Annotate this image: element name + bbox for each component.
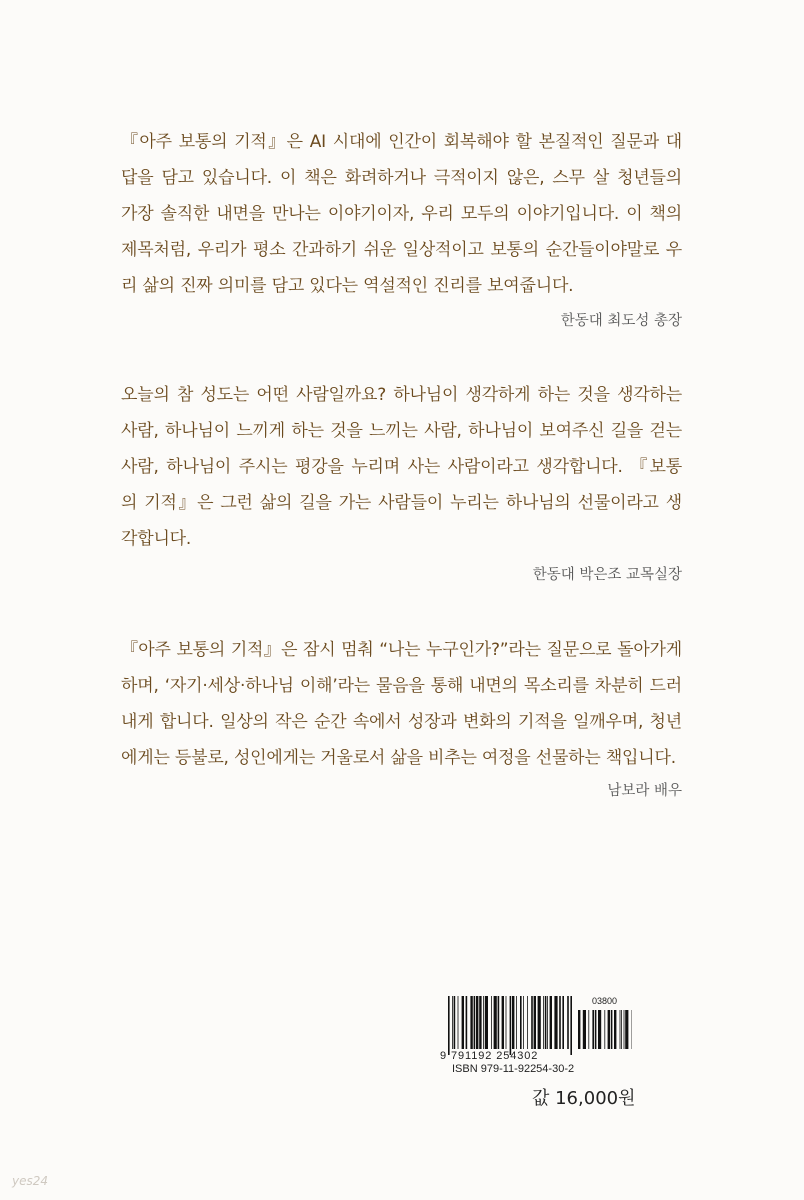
review-2-line: 의 기적』은 그런 삶의 길을 가는 사람들이 누리는 하나님의 선물이라고 생: [121, 493, 682, 513]
barcode-addon-number: 03800: [592, 996, 618, 1006]
review-1-text: [121, 124, 682, 304]
review-3-line: 하며, ‘자기·세상·하나님 이해’라는 물음을 통해 내면의 목소리를 차분히 드러: [121, 676, 682, 696]
price-label: 값 16,000원: [532, 1088, 636, 1109]
isbn-number: ISBN 979-11-92254-30-2: [452, 1063, 575, 1075]
store-watermark: yes24: [12, 1174, 49, 1188]
review-1-line: 제목처럼, 우리가 평소 간과하기 쉬운 일상적이고 보통의 순간들이야말로 우: [121, 240, 682, 260]
review-3-line: 내게 합니다. 일상의 작은 순간 속에서 성장과 변화의 기적을 일깨우며, 청년: [121, 712, 682, 732]
review-1-line: 『아주 보통의 기적』은 AI 시대에 인간이 회복해야 할 본질적인 질문과 대: [121, 132, 682, 152]
review-1-line: 가장 솔직한 내면을 만나는 이야기이자, 우리 모두의 이야기입니다. 이 책의: [121, 204, 682, 224]
review-1-line: 답을 담고 있습니다. 이 책은 화려하거나 극적이지 않은, 스무 살 청년들의: [121, 168, 682, 188]
review-3-line: 『아주 보통의 기적』은 잠시 멈춰 “나는 누구인가?”라는 질문으로 돌아가게: [121, 640, 682, 660]
review-1-line: 리 삶의 진짜 의미를 담고 있다는 역설적인 진리를 보여줍니다.: [121, 276, 574, 296]
barcode-addon-bars: [578, 1010, 632, 1055]
review-2-line: 사람, 하나님이 주시는 평강을 누리며 사는 사람이라고 생각합니다. 『보통: [121, 457, 682, 477]
review-3-text: [121, 632, 682, 776]
review-2-text: [121, 377, 682, 557]
review-3-line: 에게는 등불로, 성인에게는 거울로서 삶을 비추는 여정을 선물하는 책입니다.: [121, 748, 676, 768]
barcode-bars: [448, 996, 572, 1055]
isbn-barcode: [440, 996, 632, 1076]
barcode-digits: 9 791192 254302: [440, 1050, 539, 1062]
review-3-author: 남보라 배우: [607, 783, 682, 799]
review-2-line: 사람, 하나님이 느끼게 하는 것을 느끼는 사람, 하나님이 보여주신 길을 걷는: [121, 421, 682, 441]
review-2-line: 각합니다.: [121, 529, 192, 549]
review-2-line: 오늘의 참 성도는 어떤 사람일까요? 하나님이 생각하게 하는 것을 생각하는: [121, 385, 682, 405]
review-1-author: 한동대 최도성 총장: [560, 313, 682, 329]
review-2-author: 한동대 박은조 교목실장: [532, 567, 682, 583]
